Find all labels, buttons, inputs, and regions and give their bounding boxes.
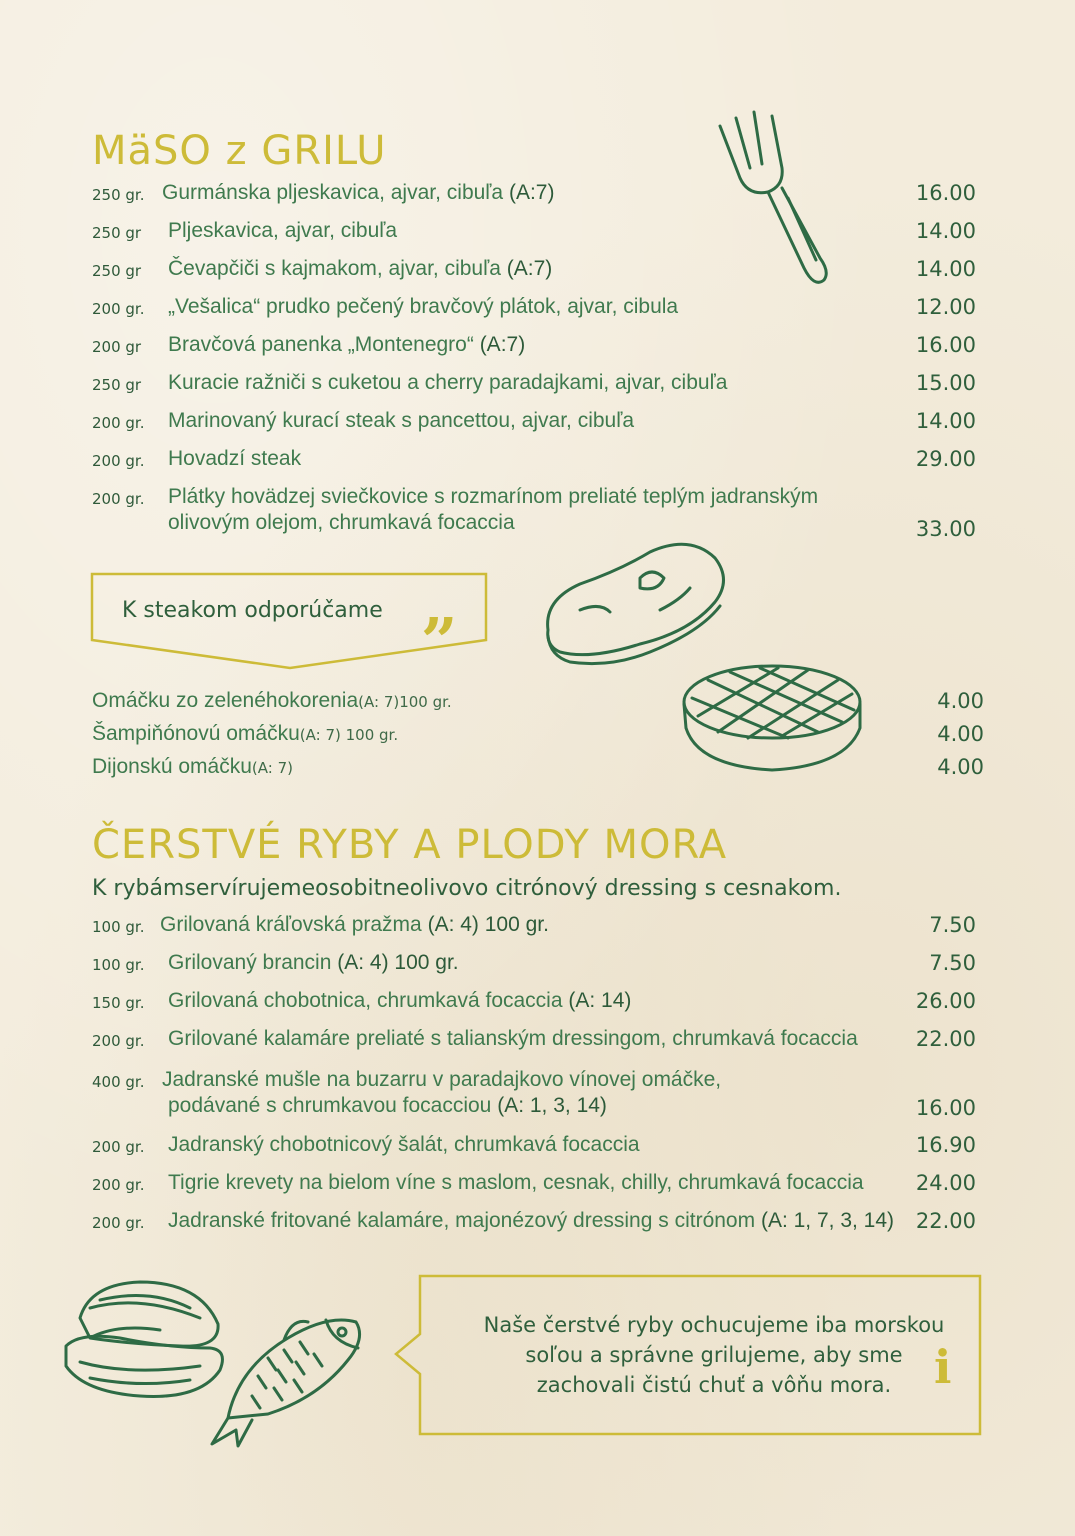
item-name-text: Tigrie krevety na bielom víne s maslom, cesnak, chilly, chrumkavá focaccia [168,1171,864,1194]
item-name [162,180,554,206]
item-name-text: Grilovaná kráľovská pražma [160,913,422,936]
item-name-text: Grilované kalamáre preliaté s talianským dressingom, chrumkavá focaccia [168,1027,858,1050]
raw-steak-icon [540,540,730,670]
fish-icon [208,1308,368,1448]
menu-item-row [92,294,982,324]
sauce-name [92,755,293,779]
grill-section-title: MäSO z GRILU [92,128,387,174]
menu-item-row [92,218,982,248]
item-name-text: Kuracie ražniči s cuketou a cherry paradajkami, ajvar, cibuľa [168,371,728,394]
menu-item-row [92,256,982,286]
info-callout-text [434,1310,994,1400]
item-name-text: Hovadzí steak [168,447,302,470]
item-price: 22.00 [915,1209,976,1233]
item-name-text: „Vešalica“ prudko pečený bravčový plátok, ajvar, cibula [168,295,679,318]
item-name [168,408,634,434]
item-name [168,218,397,244]
item-weight: 250 gr [92,376,142,394]
item-name [168,484,818,510]
fork-icon [712,108,832,298]
item-price: 16.00 [915,1096,976,1120]
fish-section-subtitle: K rybámservírujemeosobitneolivovo citrónový dressing s cesnakom. [92,876,842,901]
menu-item-row [92,484,982,544]
menu-item-row [92,446,982,476]
sauce-name [92,722,398,746]
sauce-name-text: Dijonskú omáčku [92,755,252,778]
item-weight: 200 gr. [92,1176,145,1194]
item-name [168,332,525,358]
menu-item-row [92,988,982,1018]
item-price: 22.00 [915,1027,976,1051]
item-weight: 250 gr. [92,186,145,204]
item-allergens: (A: 1, 7, 3, 14) [760,1209,895,1232]
mussel-icon [60,1278,230,1408]
sauce-note: (A: 7) 100 gr. [299,726,399,744]
item-allergens: (A: 4) 100 gr. [427,913,549,936]
sauce-row [92,689,984,719]
sauce-name [92,689,452,713]
item-allergens: (A: 1, 3, 14) [497,1094,607,1117]
sauce-row [92,722,984,752]
info-line: zachovali čistú chuť a vôňu mora. [536,1373,892,1397]
item-price: 14.00 [915,257,976,281]
item-name-text: Plátky hovädzej sviečkovice s rozmarínom preliaté teplým jadranským [168,485,819,508]
info-icon: i [934,1340,952,1394]
item-weight: 150 gr. [92,994,145,1012]
item-name-text: Gurmánska pljeskavica, ajvar, cibuľa [162,181,504,204]
item-weight: 200 gr. [92,414,145,432]
item-name-line2: olivovým olejom, chrumkavá focaccia [168,511,515,534]
item-name-text: Jadranské fritované kalamáre, majonézový dressing s citrónom [168,1209,756,1232]
item-price: 15.00 [915,371,976,395]
item-name [168,1026,858,1052]
fish-section-title: ČERSTVÉ RYBY A PLODY MORA [92,822,728,868]
item-price: 29.00 [915,447,976,471]
info-line: Naše čerstvé ryby ochucujeme iba morskou [483,1313,945,1337]
menu-item-row [92,1067,982,1127]
sauce-price: 4.00 [937,689,984,713]
item-price: 7.50 [929,951,976,975]
info-line: soľou a správne grilujeme, aby sme [525,1343,903,1367]
item-name-text: Bravčová panenka „Montenegro“ [168,333,474,356]
item-price: 16.00 [915,333,976,357]
item-name-text: Grilovaný brancin [168,951,332,974]
sauce-name-text: Šampiňónovú omáčku [92,722,300,745]
menu-item-row [92,370,982,400]
menu-item-row [92,950,982,980]
sauce-row [92,755,984,785]
menu-item-row [92,408,982,438]
item-weight: 200 gr. [92,452,145,470]
item-name [168,950,459,976]
item-weight: 200 gr [92,338,142,356]
item-name-line2 [168,1093,607,1119]
item-price: 24.00 [915,1171,976,1195]
sauce-price: 4.00 [937,722,984,746]
menu-item-row [92,332,982,362]
menu-item-row [92,912,982,942]
item-name [162,1067,721,1093]
item-price: 26.00 [915,989,976,1013]
item-name-text: Jadranský chobotnicový šalát, chrumkavá focaccia [168,1133,640,1156]
item-name [160,912,549,938]
item-name-text: Grilovaná chobotnica, chrumkavá focaccia [168,989,563,1012]
item-weight: 200 gr. [92,1032,145,1050]
item-allergens: (A: 4) 100 gr. [337,951,459,974]
sauce-note: (A: 7) [251,759,293,777]
item-name [168,256,552,282]
item-price: 14.00 [915,409,976,433]
item-price: 12.00 [915,295,976,319]
item-allergens: (A:7) [506,257,553,280]
item-price: 33.00 [915,517,976,541]
item-price: 14.00 [915,219,976,243]
steak-callout-text: K steakom odporúčame [122,598,383,623]
item-allergens: (A: 14) [568,989,632,1012]
menu-item-row [92,1170,982,1200]
quote-icon: “ [420,572,457,647]
item-name-text: Pljeskavica, ajvar, cibuľa [168,219,398,242]
item-weight: 100 gr. [92,918,145,936]
item-name-text: Marinovaný kurací steak s pancettou, ajvar, cibuľa [168,409,635,432]
item-price: 16.90 [915,1133,976,1157]
item-name-line2-text: podávané s chrumkavou focacciou [168,1094,492,1117]
item-weight: 200 gr. [92,1138,145,1156]
item-weight: 250 gr [92,262,142,280]
item-name-text: Čevapčiči s kajmakom, ajvar, cibuľa [168,257,501,280]
item-weight: 100 gr. [92,956,145,974]
item-weight: 200 gr. [92,490,145,508]
item-allergens: (A:7) [479,333,526,356]
item-allergens: (A:7) [508,181,555,204]
item-name [168,1132,640,1158]
item-price: 16.00 [915,181,976,205]
item-weight: 200 gr. [92,1214,145,1232]
menu-item-row [92,1132,982,1162]
item-name [168,370,727,396]
sauce-name-text: Omáčku zo zelenéhokorenia [92,689,359,712]
item-name [168,1170,864,1196]
item-name [168,1208,894,1234]
item-name-text: Jadranské mušle na buzarru v paradajkovo vínovej omáčke, [162,1068,722,1091]
item-name [168,988,631,1014]
menu-item-row [92,1026,982,1056]
item-name [168,446,301,472]
menu-item-row [92,1208,982,1238]
item-price: 7.50 [929,913,976,937]
item-weight: 250 gr [92,224,142,242]
sauce-price: 4.00 [937,755,984,779]
item-name [168,294,678,320]
sauce-note: (A: 7)100 gr. [358,693,452,711]
item-weight: 400 gr. [92,1073,145,1091]
menu-item-row [92,180,982,210]
item-weight: 200 gr. [92,300,145,318]
